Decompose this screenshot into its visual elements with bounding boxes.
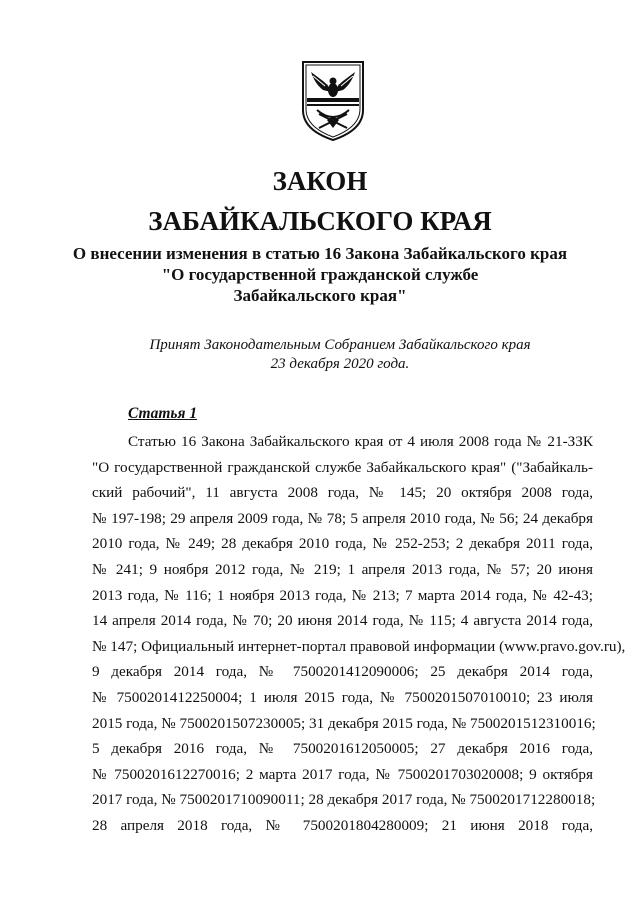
law-region: ЗАБАЙКАЛЬСКОГО КРАЯ xyxy=(148,206,492,236)
law-subtitle-line: О внесении изменения в статью 16 Закона Забайкальского края xyxy=(72,244,568,263)
body-line: 2010 года, № 249; 28 декабря 2010 года, № 252-253; 2 декабря 2011 года, xyxy=(92,535,593,553)
body-line: 28 апреля 2018 года, № 7500201804280009; 21 июня 2018 года, xyxy=(92,816,593,834)
body-line: 9 декабря 2014 года, № 7500201412090006; 25 декабря 2014 года, xyxy=(92,663,593,681)
body-line: 2013 года, № 116; 1 ноября 2013 года, № 213; 7 марта 2014 года, № 42-43; xyxy=(92,586,593,604)
body-line: № 7500201612270016; 2 марта 2017 года, № 7500201703020008; 9 октября xyxy=(92,765,593,783)
body-line: № 197-198; 29 апреля 2009 года, № 78; 5 апреля 2010 года, № 56; 24 декабря xyxy=(92,509,593,527)
body-line: № 241; 9 ноября 2012 года, № 219; 1 апреля 2013 года, № 57; 20 июня xyxy=(92,560,593,578)
body-line: Статью 16 Закона Забайкальского края от 4 июля 2008 года № 21-ЗЗК xyxy=(128,433,593,450)
adoption-date-line: 23 декабря 2020 года. xyxy=(270,356,410,372)
body-line: 2015 года, № 7500201507230005; 31 декабря 2015 года, № 7500201512310016; xyxy=(92,714,596,732)
body-line: 14 апреля 2014 года, № 70; 20 июня 2014 года, № 115; 4 августа 2014 года, xyxy=(92,612,593,630)
law-subtitle-line: Забайкальского края" xyxy=(233,286,407,305)
body-line: 2017 года, № 7500201710090011; 28 декабря 2017 года, № 7500201712280018; xyxy=(92,791,596,809)
body-line: "О государственной гражданской службе Забайкальского края" ("Забайкаль- xyxy=(92,458,593,476)
article-heading: Статья 1 xyxy=(128,405,198,422)
body-line: ский рабочий", 11 августа 2008 года, № 145; 20 октября 2008 года, xyxy=(92,484,593,502)
adoption-note-line: Принят Законодательным Собранием Забайкальского края xyxy=(149,337,531,353)
article-body xyxy=(92,429,626,839)
body-line: 5 декабря 2016 года, № 7500201612050005; 27 декабря 2016 года, xyxy=(92,740,593,758)
coat-of-arms-emblem xyxy=(297,58,369,142)
body-line: № 7500201412250004; 1 июля 2015 года, № 7500201507010010; 23 июля xyxy=(92,688,593,706)
body-line: № 147; Официальный интернет-портал правовой информации (www.pravo.gov.ru), xyxy=(92,637,626,655)
law-title: ЗАКОН xyxy=(272,166,368,196)
law-subtitle-line: "О государственной гражданской службе xyxy=(161,265,479,284)
